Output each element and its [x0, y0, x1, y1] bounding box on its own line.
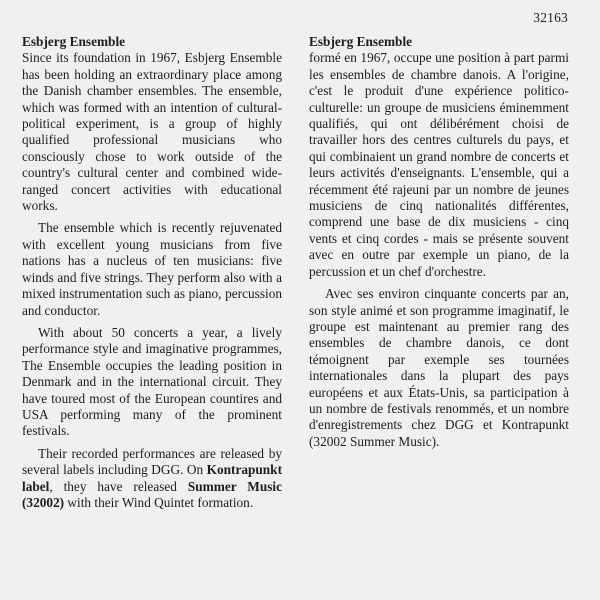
english-paragraph-4	[22, 446, 282, 512]
french-column	[309, 34, 569, 450]
english-p4-text-a: Their recorded performances are released by several labels including DGG. On	[22, 445, 282, 478]
english-paragraph-3: With about 50 concerts a year, a lively performance style and imaginative programmes, The Ensemble occupies the leading position in Denmark and in the international circuit. They have toured most of the European countires and USA performing many of the prominent festivals.	[22, 324, 282, 439]
kontrapunkt-label-text: Kontrapunkt label	[22, 462, 282, 494]
french-paragraph-2: Avec ses environ cinquante concerts par an, son style animé et son programme imaginatif, le groupe est maintenant au premier rang des ensembles de chambre danois, ce dont témoignent par exemple ses tournées internationales dans la plupart des pays européens et aux États-Unis, sa participation à un nombre de festivals renommés, et un nombre d'enregistrements chez DGG et Kontrapunkt (32002 Summer Music).	[309, 286, 569, 449]
english-p4-text-c: , they have released	[49, 478, 188, 494]
french-paragraph-1: formé en 1967, occupe une position à part parmi les ensembles de chambre danois. A l'origine, c'est le produit d'une expérience politico-culturelle: un groupe de musiciens éminemment qualifiés, qui ont délibérément choisi de travailler hors des centres culturels du pays, et qui combinaient un grand nombre de concerts et leurs activités d'enseignants. L'ensemble, qui a récemment été rajeuni par un nombre de jeunes musiciens de cinq nationalités différentes, comprend une base de dix musiciens - cinq vents et cinq cordes - mais se présente souvent avec en outre par exemple un piano, de la percussion et un chef d'orchestre.	[309, 50, 569, 279]
english-paragraph-2: The ensemble which is recently rejuvenated with excellent young musicians from five nations has a nucleus of ten musicians: five winds and five strings. They perform also with a mixed instrumentation such as piano, percussion and conductor.	[22, 220, 282, 318]
summer-music-text: Summer Music (32002)	[22, 478, 283, 510]
catalog-number: 32163	[533, 10, 568, 25]
french-heading: Esbjerg Ensemble	[309, 34, 413, 49]
english-paragraph-1: Since its foundation in 1967, Esbjerg Ensemble has been holding an extraordinary place among the Danish chamber ensembles. The ensemble, which was formed with an intention of cultural-political experiment, is a group of highly qualified professional musicians who consciously chose to work outside of the country's cultural center and combined wide-ranged concert activities with educational works.	[22, 50, 282, 214]
english-p4-text-e: with their Wind Quintet formation.	[64, 494, 254, 510]
english-heading: Esbjerg Ensemble	[22, 34, 126, 49]
english-column	[22, 34, 282, 511]
